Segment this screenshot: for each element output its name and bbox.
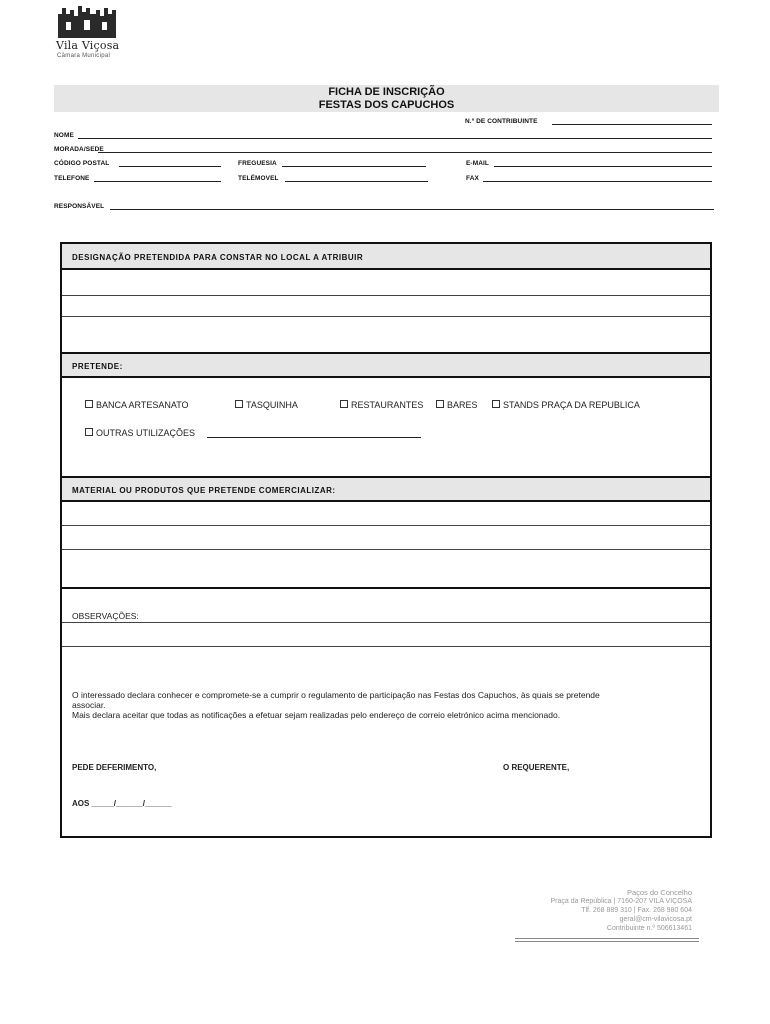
title-line2: FESTAS DOS CAPUCHOS [318, 99, 455, 111]
footer-rule-1 [515, 938, 699, 939]
castle-icon [56, 4, 118, 40]
designacao-heading: DESIGNAÇÃO PRETENDIDA PARA CONSTAR NO LOCAL A ATRIBUIR [72, 253, 364, 262]
outras-utilizacoes-field[interactable] [207, 437, 421, 438]
requerente-label: O REQUERENTE, [503, 763, 570, 772]
telemovel-label: TELÉMOVEL [238, 175, 279, 182]
material-line-1[interactable] [62, 525, 710, 526]
checkbox-icon[interactable] [340, 400, 348, 408]
checkbox-icon[interactable] [85, 428, 93, 436]
contribuinte-field[interactable] [552, 124, 712, 125]
contribuinte-label: N.º DE CONTRIBUINTE [465, 118, 538, 125]
observacoes-line-2[interactable] [62, 646, 710, 647]
codigo-postal-field[interactable] [119, 166, 221, 167]
declaration-line3: Mais declara aceitar que todas as notificações a efetuar sejam realizadas pelo endereço de correio eletrónico acima mencionado. [72, 710, 561, 720]
observacoes-line-1[interactable] [62, 622, 710, 623]
nome-field[interactable] [78, 138, 712, 139]
email-label: E-MAIL [466, 160, 489, 167]
footer-line5: Contribuinte n.º 506613461 [606, 925, 692, 932]
checkbox-icon[interactable] [85, 400, 93, 408]
footer-line2: Praça da República | 7160-207 VILA VIÇOSA [550, 898, 692, 905]
material-section-divider [62, 587, 710, 589]
codigo-postal-label: CÓDIGO POSTAL [54, 160, 110, 167]
footer-address [550, 888, 692, 933]
telefone-field[interactable] [94, 181, 221, 182]
responsavel-field[interactable] [110, 209, 714, 210]
footer-line3: Tlf. 268 889 310 | Fax. 268 980 604 [581, 907, 692, 914]
declaration-line1: O interessado declara conhecer e compromete-se a cumprir o regulamento de participação nas Festas dos Capuchos, às quais se pretende [72, 690, 600, 700]
section-pretende [62, 352, 710, 378]
pretende-heading: PRETENDE: [72, 362, 123, 371]
declaration-line2: associar. [72, 700, 106, 710]
checkbox-icon[interactable] [492, 400, 500, 408]
designacao-line-1[interactable] [62, 295, 710, 296]
logo-name: Vila Viçosa [56, 39, 120, 52]
form-title [54, 85, 719, 112]
logo-subtitle: Câmara Municipal [57, 53, 111, 59]
freguesia-label: FREGUESIA [238, 160, 277, 167]
section-material [62, 476, 710, 502]
fax-label: FAX [466, 175, 479, 182]
material-heading: MATERIAL OU PRODUTOS QUE PRETENDE COMERCIALIZAR: [72, 486, 336, 495]
telemovel-field[interactable] [285, 181, 428, 182]
freguesia-field[interactable] [282, 166, 426, 167]
option-bares[interactable]: BARES [436, 400, 478, 410]
option-stands[interactable]: STANDS PRAÇA DA REPUBLICA [492, 400, 640, 410]
pede-deferimento: PEDE DEFERIMENTO, [72, 763, 157, 772]
nome-label: NOME [54, 132, 74, 139]
fax-field[interactable] [483, 181, 712, 182]
section-designacao [62, 244, 710, 270]
footer-line1: Paços do Concelho [626, 888, 692, 897]
option-restaurantes[interactable]: RESTAURANTES [340, 400, 423, 410]
morada-label: MORADA/SEDE [54, 146, 104, 153]
declaration-text [72, 690, 702, 720]
telefone-label: TELEFONE [54, 175, 90, 182]
checkbox-icon[interactable] [235, 400, 243, 408]
email-field[interactable] [494, 166, 712, 167]
option-tasquinha[interactable]: TASQUINHA [235, 400, 298, 410]
title-line1: FICHA DE INSCRIÇÃO [328, 86, 445, 98]
footer-rule-2 [515, 941, 699, 942]
designacao-line-2[interactable] [62, 316, 710, 317]
form-frame [60, 242, 712, 838]
responsavel-label: RESPONSÁVEL [54, 203, 105, 210]
option-banca-artesanato[interactable]: BANCA ARTESANATO [85, 400, 189, 410]
observacoes-label: OBSERVAÇÕES: [72, 611, 139, 621]
morada-field[interactable] [98, 152, 712, 153]
material-line-2[interactable] [62, 549, 710, 550]
footer-line4: geral@cm-vilavicosa.pt [619, 916, 692, 923]
date-field[interactable]: AOS _____/______/______ [72, 799, 172, 808]
option-outras-utilizacoes[interactable]: OUTRAS UTILIZAÇÕES [85, 428, 195, 438]
checkbox-icon[interactable] [436, 400, 444, 408]
